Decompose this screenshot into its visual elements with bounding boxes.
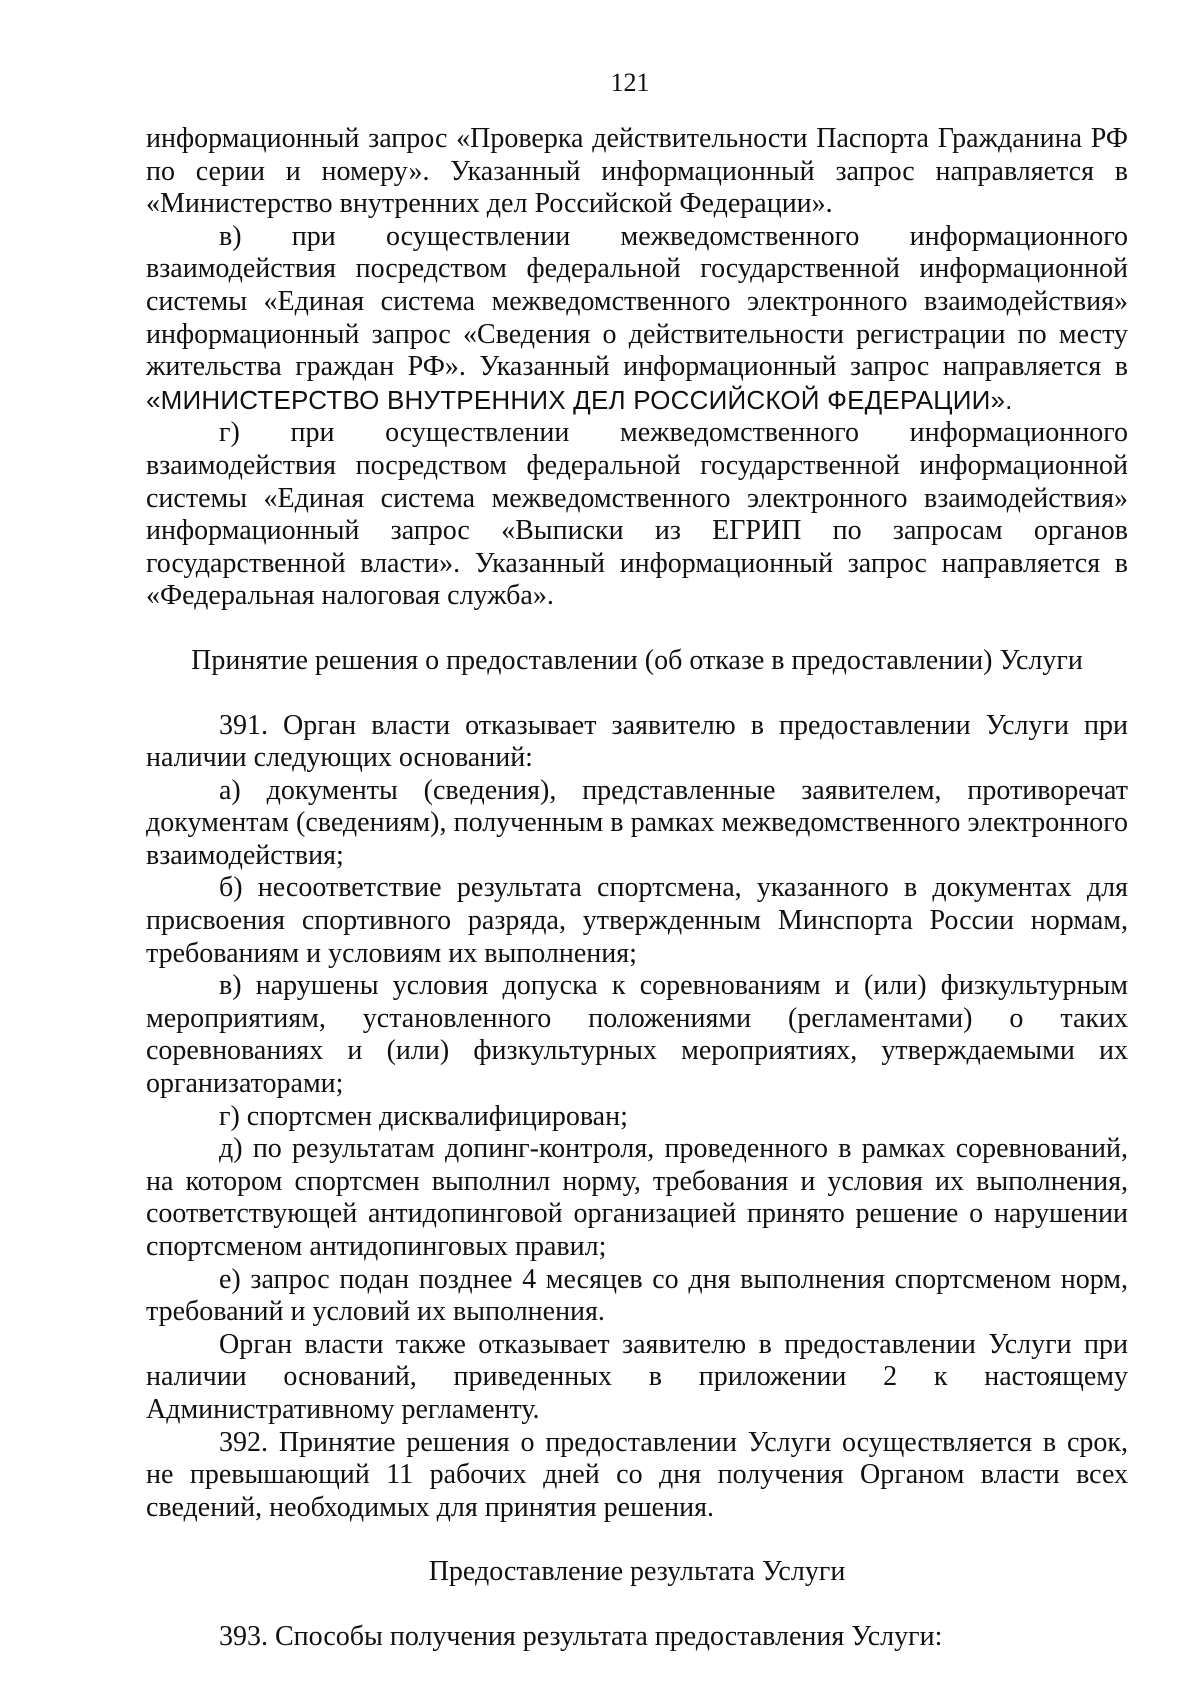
paragraph-391-b: б) несоответствие результата спортсмена, указанного в документах для присвоения спортивного разряда, утвержденным Минспорта России нормам, требованиям и условиям их выполнения;: [146, 872, 1128, 969]
paragraph-391-e: е) запрос подан позднее 4 месяцев со дня выполнения спортсменом норм, требований и условий их выполнения.: [146, 1263, 1128, 1328]
paragraph-391-g: г) спортсмен дисквалифицирован;: [219, 1100, 628, 1132]
paragraph-391-d: д) по результатам допинг-контроля, проведенного в рамках соревнований, на котором спортсмен выполнил норму, требования и условия их выполнения, соответствующей антидопинговой организацией принято решение о нарушении спортсменом антидопинговых правил;: [146, 1133, 1128, 1262]
section-heading-result: Предоставление результата Услуги: [428, 1556, 846, 1588]
paragraph-item-v-registration: [146, 221, 1128, 418]
document-body: [146, 123, 1128, 1654]
paragraph-item-v-recipient: «МИНИСТЕРСТВО ВНУТРЕННИХ ДЕЛ РОССИЙСКОЙ ФЕДЕРАЦИИ».: [146, 384, 1013, 415]
paragraph-391-also: Орган власти также отказывает заявителю в предоставлении Услуги при наличии оснований, приведенных в приложении 2 к настоящему Административному регламенту.: [146, 1328, 1128, 1425]
paragraph-item-g-egrip: г) при осуществлении межведомственного информационного взаимодействия посредством федеральной государственной информационной системы «Единая система межведомственного электронного взаимодействия» информационный запрос «Выписки из ЕГРИП по запросам органов государственной власти». Указанный информационный запрос направляется в «Федеральная налоговая служба».: [146, 417, 1128, 612]
section-heading-decision: Принятие решения о предоставлении (об отказе в предоставлении) Услуги: [191, 644, 1083, 676]
paragraph-392: 392. Принятие решения о предоставлении Услуги осуществляется в срок, не превышающий 11 рабочих дней со дня получения Органом власти всех сведений, необходимых для принятия решения.: [146, 1426, 1128, 1523]
paragraph-request-passport: информационный запрос «Проверка действительности Паспорта Гражданина РФ по серии и номеру». Указанный информационный запрос направляется в «Министерство внутренних дел Российской Федерации».: [146, 123, 1128, 220]
paragraph-391: 391. Орган власти отказывает заявителю в предоставлении Услуги при наличии следующих оснований:: [146, 709, 1128, 774]
page-number: 121: [610, 68, 650, 97]
paragraph-391-v: в) нарушены условия допуска к соревнованиям и (или) физкультурным мероприятиям, установленного положениями (регламентами) о таких соревнованиях и (или) физкультурных мероприятиях, утверждаемыми их организаторами;: [146, 970, 1128, 1100]
paragraph-item-v-text: в) при осуществлении межведомственного информационного взаимодействия посредством федеральной государственной информационной системы «Единая система межведомственного электронного взаимодействия» информационный запрос «Сведения о действительности регистрации по месту жительства граждан РФ». Указанный информационный запрос направляется в: [146, 220, 1128, 383]
paragraph-393: 393. Способы получения результата предоставления Услуги:: [219, 1620, 943, 1652]
paragraph-391-a: а) документы (сведения), представленные заявителем, противоречат документам (сведениям), полученным в рамках межведомственного электронного взаимодействия;: [146, 774, 1128, 871]
